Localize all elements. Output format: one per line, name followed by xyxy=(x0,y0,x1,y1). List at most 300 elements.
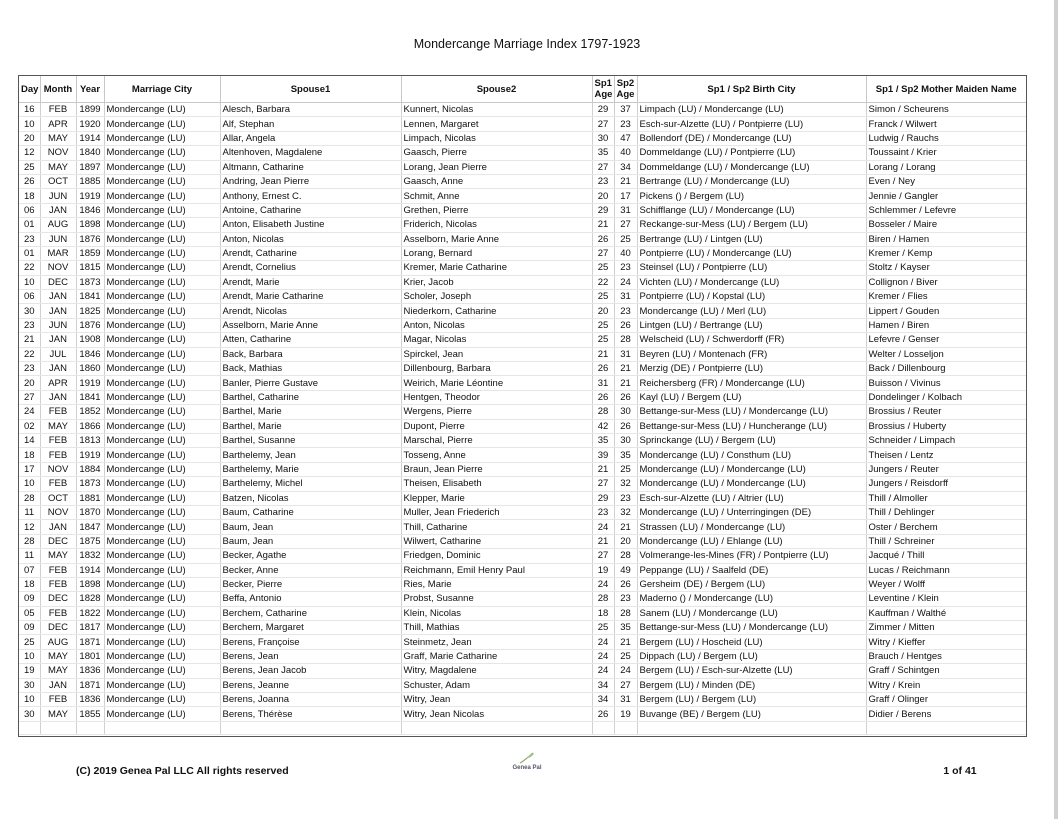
genea-pal-logo xyxy=(504,752,550,771)
cell-year: 1847 xyxy=(76,520,104,534)
cell-spouse1: Barthel, Susanne xyxy=(220,433,401,447)
cell-sp2-age: 28 xyxy=(614,606,637,620)
cell-sp1-age: 35 xyxy=(592,433,614,447)
cell-birth-city: Welscheid (LU) / Schwerdorff (FR) xyxy=(637,333,866,347)
cell-sp2-age: 21 xyxy=(614,362,637,376)
table-row xyxy=(19,419,1026,433)
cell-spouse1: Barthelemy, Jean xyxy=(220,448,401,462)
cell-sp2-age: 27 xyxy=(614,678,637,692)
cell-year: 1885 xyxy=(76,174,104,188)
table-row xyxy=(19,621,1026,635)
cell-birth-city: Kayl (LU) / Bergem (LU) xyxy=(637,390,866,404)
cell-month: MAY xyxy=(40,707,76,721)
cell-mother-maiden-name: Kauffman / Walthé xyxy=(866,606,1026,620)
cell-year: 1914 xyxy=(76,563,104,577)
cell-day: 14 xyxy=(19,433,40,447)
cell-marriage-city: Mondercange (LU) xyxy=(104,577,220,591)
cell-sp2-age: 28 xyxy=(614,549,637,563)
table-row xyxy=(19,304,1026,318)
cell-sp1-age: 27 xyxy=(592,117,614,131)
cell-month: FEB xyxy=(40,563,76,577)
cell-sp1-age: 26 xyxy=(592,707,614,721)
cell-sp2-age: 27 xyxy=(614,218,637,232)
cell-month: DEC xyxy=(40,621,76,635)
header-marriage-city: Marriage City xyxy=(104,76,220,103)
cell-month: MAY xyxy=(40,160,76,174)
cell-birth-city: Reichersberg (FR) / Mondercange (LU) xyxy=(637,376,866,390)
cell-sp2-age: 47 xyxy=(614,131,637,145)
cell-year: 1860 xyxy=(76,362,104,376)
cell-month: MAY xyxy=(40,131,76,145)
cell-sp2-age: 21 xyxy=(614,520,637,534)
cell-marriage-city: Mondercange (LU) xyxy=(104,606,220,620)
cell-day: 22 xyxy=(19,347,40,361)
cell-birth-city: Esch-sur-Alzette (LU) / Altrier (LU) xyxy=(637,491,866,505)
cell-spouse2: Muller, Jean Friederich xyxy=(401,505,592,519)
cell-marriage-city: Mondercange (LU) xyxy=(104,462,220,476)
cell-day: 16 xyxy=(19,103,40,117)
cell-month: MAR xyxy=(40,246,76,260)
cell-spouse2: Schuster, Adam xyxy=(401,678,592,692)
cell-marriage-city: Mondercange (LU) xyxy=(104,131,220,145)
cell-birth-city: Lintgen (LU) / Bertrange (LU) xyxy=(637,318,866,332)
header-sp2-age: Sp2 Age xyxy=(614,76,637,103)
cell-marriage-city: Mondercange (LU) xyxy=(104,362,220,376)
cell-year: 1908 xyxy=(76,333,104,347)
cell-spouse2: Friedgen, Dominic xyxy=(401,549,592,563)
cell-marriage-city: Mondercange (LU) xyxy=(104,261,220,275)
cell-mother-maiden-name: Simon / Scheurens xyxy=(866,103,1026,117)
cell-month: JAN xyxy=(40,304,76,318)
cell-sp2-age: 31 xyxy=(614,290,637,304)
table-row xyxy=(19,707,1026,721)
cell-spouse1: Altenhoven, Magdalene xyxy=(220,146,401,160)
cell-sp2-age: 23 xyxy=(614,117,637,131)
cell-day: 30 xyxy=(19,678,40,692)
cell-spouse1: Anton, Nicolas xyxy=(220,232,401,246)
cell-marriage-city: Mondercange (LU) xyxy=(104,563,220,577)
leaf-icon xyxy=(518,752,536,764)
cell-day: 28 xyxy=(19,534,40,548)
cell-day: 06 xyxy=(19,290,40,304)
cell-marriage-city: Mondercange (LU) xyxy=(104,534,220,548)
cell-marriage-city: Mondercange (LU) xyxy=(104,678,220,692)
cell-day: 10 xyxy=(19,649,40,663)
cell-day: 11 xyxy=(19,549,40,563)
cell-mother-maiden-name: Toussaint / Krier xyxy=(866,146,1026,160)
cell-birth-city: Bollendorf (DE) / Mondercange (LU) xyxy=(637,131,866,145)
cell-month: JAN xyxy=(40,290,76,304)
table-row xyxy=(19,117,1026,131)
cell-spouse1: Berens, Françoise xyxy=(220,635,401,649)
cell-year: 1859 xyxy=(76,246,104,260)
cell-spouse2: Theisen, Elisabeth xyxy=(401,477,592,491)
cell-spouse1: Berchem, Catharine xyxy=(220,606,401,620)
cell-birth-city: Bertrange (LU) / Lintgen (LU) xyxy=(637,232,866,246)
cell-marriage-city: Mondercange (LU) xyxy=(104,621,220,635)
cell-marriage-city: Mondercange (LU) xyxy=(104,103,220,117)
cell-sp1-age: 25 xyxy=(592,261,614,275)
cell-sp2-age: 37 xyxy=(614,103,637,117)
header-year: Year xyxy=(76,76,104,103)
cell-empty xyxy=(19,721,40,734)
cell-month: AUG xyxy=(40,218,76,232)
cell-month: DEC xyxy=(40,534,76,548)
table-row xyxy=(19,549,1026,563)
cell-month: MAY xyxy=(40,664,76,678)
cell-year: 1919 xyxy=(76,189,104,203)
cell-sp2-age: 19 xyxy=(614,707,637,721)
cell-sp2-age: 20 xyxy=(614,534,637,548)
cell-marriage-city: Mondercange (LU) xyxy=(104,520,220,534)
cell-empty xyxy=(592,721,614,734)
cell-birth-city: Peppange (LU) / Saalfeld (DE) xyxy=(637,563,866,577)
cell-marriage-city: Mondercange (LU) xyxy=(104,405,220,419)
cell-birth-city: Maderno () / Mondercange (LU) xyxy=(637,592,866,606)
cell-month: NOV xyxy=(40,146,76,160)
cell-month: JAN xyxy=(40,362,76,376)
cell-spouse2: Lorang, Bernard xyxy=(401,246,592,260)
cell-sp2-age: 31 xyxy=(614,347,637,361)
cell-marriage-city: Mondercange (LU) xyxy=(104,707,220,721)
cell-year: 1871 xyxy=(76,678,104,692)
cell-year: 1846 xyxy=(76,347,104,361)
page-edge xyxy=(1054,0,1058,819)
cell-mother-maiden-name: Hamen / Biren xyxy=(866,318,1026,332)
cell-birth-city: Bertrange (LU) / Mondercange (LU) xyxy=(637,174,866,188)
cell-day: 30 xyxy=(19,707,40,721)
cell-marriage-city: Mondercange (LU) xyxy=(104,203,220,217)
cell-day: 28 xyxy=(19,491,40,505)
cell-month: APR xyxy=(40,117,76,131)
cell-marriage-city: Mondercange (LU) xyxy=(104,347,220,361)
cell-mother-maiden-name: Back / Dillenbourg xyxy=(866,362,1026,376)
cell-month: JAN xyxy=(40,678,76,692)
cell-sp2-age: 30 xyxy=(614,433,637,447)
cell-year: 1881 xyxy=(76,491,104,505)
cell-mother-maiden-name: Buisson / Vivinus xyxy=(866,376,1026,390)
cell-year: 1866 xyxy=(76,419,104,433)
cell-sp1-age: 42 xyxy=(592,419,614,433)
cell-spouse2: Wilwert, Catharine xyxy=(401,534,592,548)
cell-year: 1813 xyxy=(76,433,104,447)
cell-empty xyxy=(220,721,401,734)
cell-month: MAY xyxy=(40,549,76,563)
cell-birth-city: Dippach (LU) / Bergem (LU) xyxy=(637,649,866,663)
cell-birth-city: Limpach (LU) / Mondercange (LU) xyxy=(637,103,866,117)
cell-month: FEB xyxy=(40,477,76,491)
cell-sp2-age: 24 xyxy=(614,275,637,289)
table-row xyxy=(19,160,1026,174)
cell-birth-city: Mondercange (LU) / Consthum (LU) xyxy=(637,448,866,462)
cell-sp1-age: 25 xyxy=(592,290,614,304)
cell-birth-city: Esch-sur-Alzette (LU) / Pontpierre (LU) xyxy=(637,117,866,131)
cell-mother-maiden-name: Bosseler / Maire xyxy=(866,218,1026,232)
cell-mother-maiden-name: Oster / Berchem xyxy=(866,520,1026,534)
cell-year: 1875 xyxy=(76,534,104,548)
cell-year: 1914 xyxy=(76,131,104,145)
cell-month: NOV xyxy=(40,462,76,476)
cell-day: 23 xyxy=(19,362,40,376)
copyright-notice: (C) 2019 Genea Pal LLC All rights reserved xyxy=(76,765,289,777)
cell-day: 01 xyxy=(19,218,40,232)
cell-marriage-city: Mondercange (LU) xyxy=(104,304,220,318)
cell-month: FEB xyxy=(40,103,76,117)
cell-marriage-city: Mondercange (LU) xyxy=(104,160,220,174)
cell-birth-city: Bergem (LU) / Hoscheid (LU) xyxy=(637,635,866,649)
cell-marriage-city: Mondercange (LU) xyxy=(104,635,220,649)
cell-sp1-age: 23 xyxy=(592,174,614,188)
cell-sp1-age: 25 xyxy=(592,318,614,332)
table-row xyxy=(19,664,1026,678)
cell-mother-maiden-name: Lippert / Gouden xyxy=(866,304,1026,318)
cell-sp2-age: 21 xyxy=(614,635,637,649)
cell-month: OCT xyxy=(40,174,76,188)
cell-sp2-age: 24 xyxy=(614,664,637,678)
cell-day: 10 xyxy=(19,117,40,131)
cell-spouse2: Witry, Magdalene xyxy=(401,664,592,678)
cell-spouse1: Anton, Elisabeth Justine xyxy=(220,218,401,232)
cell-empty xyxy=(40,721,76,734)
cell-sp1-age: 26 xyxy=(592,390,614,404)
cell-sp2-age: 17 xyxy=(614,189,637,203)
cell-year: 1832 xyxy=(76,549,104,563)
cell-birth-city: Dommeldange (LU) / Pontpierre (LU) xyxy=(637,146,866,160)
cell-birth-city: Pickens () / Bergem (LU) xyxy=(637,189,866,203)
cell-spouse1: Asselborn, Marie Anne xyxy=(220,318,401,332)
cell-mother-maiden-name: Weyer / Wolff xyxy=(866,577,1026,591)
cell-empty xyxy=(401,721,592,734)
cell-birth-city: Pontpierre (LU) / Mondercange (LU) xyxy=(637,246,866,260)
cell-year: 1898 xyxy=(76,218,104,232)
table-row xyxy=(19,577,1026,591)
cell-month: JAN xyxy=(40,520,76,534)
cell-mother-maiden-name: Theisen / Lentz xyxy=(866,448,1026,462)
table-row xyxy=(19,362,1026,376)
table-row xyxy=(19,448,1026,462)
cell-month: AUG xyxy=(40,635,76,649)
cell-spouse2: Grethen, Pierre xyxy=(401,203,592,217)
cell-spouse1: Berens, Joanna xyxy=(220,693,401,707)
cell-day: 24 xyxy=(19,405,40,419)
cell-year: 1876 xyxy=(76,232,104,246)
cell-birth-city: Dommeldange (LU) / Mondercange (LU) xyxy=(637,160,866,174)
header-spouse1: Spouse1 xyxy=(220,76,401,103)
cell-birth-city: Bettange-sur-Mess (LU) / Mondercange (LU) xyxy=(637,405,866,419)
table-row xyxy=(19,218,1026,232)
cell-month: JUN xyxy=(40,232,76,246)
cell-spouse1: Alesch, Barbara xyxy=(220,103,401,117)
cell-spouse1: Arendt, Catharine xyxy=(220,246,401,260)
cell-year: 1919 xyxy=(76,448,104,462)
cell-spouse1: Andring, Jean Pierre xyxy=(220,174,401,188)
header-sp1-age: Sp1 Age xyxy=(592,76,614,103)
cell-spouse1: Arendt, Marie xyxy=(220,275,401,289)
cell-mother-maiden-name: Welter / Losseljon xyxy=(866,347,1026,361)
cell-sp2-age: 34 xyxy=(614,160,637,174)
cell-year: 1897 xyxy=(76,160,104,174)
cell-marriage-city: Mondercange (LU) xyxy=(104,390,220,404)
table-row xyxy=(19,433,1026,447)
cell-day: 27 xyxy=(19,390,40,404)
cell-sp2-age: 31 xyxy=(614,693,637,707)
cell-marriage-city: Mondercange (LU) xyxy=(104,693,220,707)
cell-spouse1: Arendt, Marie Catharine xyxy=(220,290,401,304)
cell-spouse2: Klein, Nicolas xyxy=(401,606,592,620)
cell-spouse2: Spirckel, Jean xyxy=(401,347,592,361)
cell-birth-city: Beyren (LU) / Montenach (FR) xyxy=(637,347,866,361)
cell-spouse2: Friderich, Nicolas xyxy=(401,218,592,232)
cell-empty xyxy=(104,721,220,734)
cell-sp2-age: 40 xyxy=(614,146,637,160)
cell-mother-maiden-name: Biren / Hamen xyxy=(866,232,1026,246)
cell-mother-maiden-name: Witry / Kieffer xyxy=(866,635,1026,649)
cell-sp1-age: 21 xyxy=(592,462,614,476)
cell-year: 1920 xyxy=(76,117,104,131)
cell-birth-city: Bergem (LU) / Bergem (LU) xyxy=(637,693,866,707)
cell-spouse1: Alf, Stephan xyxy=(220,117,401,131)
cell-sp2-age: 23 xyxy=(614,491,637,505)
cell-spouse2: Braun, Jean Pierre xyxy=(401,462,592,476)
cell-spouse1: Beffa, Antonio xyxy=(220,592,401,606)
cell-birth-city: Sprinckange (LU) / Bergem (LU) xyxy=(637,433,866,447)
cell-month: DEC xyxy=(40,592,76,606)
table-row xyxy=(19,174,1026,188)
cell-marriage-city: Mondercange (LU) xyxy=(104,218,220,232)
cell-sp1-age: 28 xyxy=(592,592,614,606)
cell-mother-maiden-name: Collignon / Biver xyxy=(866,275,1026,289)
cell-day: 18 xyxy=(19,448,40,462)
cell-spouse2: Thill, Mathias xyxy=(401,621,592,635)
header-birth-city: Sp1 / Sp2 Birth City xyxy=(637,76,866,103)
cell-day: 10 xyxy=(19,693,40,707)
cell-spouse1: Berchem, Margaret xyxy=(220,621,401,635)
cell-spouse2: Graff, Marie Catharine xyxy=(401,649,592,663)
cell-day: 21 xyxy=(19,333,40,347)
cell-sp1-age: 23 xyxy=(592,505,614,519)
cell-month: NOV xyxy=(40,505,76,519)
cell-spouse1: Batzen, Nicolas xyxy=(220,491,401,505)
cell-marriage-city: Mondercange (LU) xyxy=(104,232,220,246)
cell-marriage-city: Mondercange (LU) xyxy=(104,318,220,332)
cell-spouse2: Niederkorn, Catharine xyxy=(401,304,592,318)
cell-sp1-age: 20 xyxy=(592,304,614,318)
cell-month: JUN xyxy=(40,318,76,332)
cell-sp1-age: 25 xyxy=(592,333,614,347)
cell-sp2-age: 21 xyxy=(614,174,637,188)
cell-marriage-city: Mondercange (LU) xyxy=(104,419,220,433)
cell-sp2-age: 26 xyxy=(614,577,637,591)
cell-sp1-age: 21 xyxy=(592,534,614,548)
cell-spouse1: Back, Barbara xyxy=(220,347,401,361)
cell-sp2-age: 26 xyxy=(614,390,637,404)
cell-sp2-age: 35 xyxy=(614,448,637,462)
cell-spouse2: Witry, Jean xyxy=(401,693,592,707)
cell-sp2-age: 32 xyxy=(614,477,637,491)
cell-month: FEB xyxy=(40,448,76,462)
cell-spouse1: Barthel, Marie xyxy=(220,419,401,433)
marriage-index-table-container xyxy=(18,75,1027,737)
table-header-row xyxy=(19,76,1026,103)
cell-month: OCT xyxy=(40,491,76,505)
cell-spouse2: Hentgen, Theodor xyxy=(401,390,592,404)
cell-spouse2: Thill, Catharine xyxy=(401,520,592,534)
cell-marriage-city: Mondercange (LU) xyxy=(104,117,220,131)
cell-sp1-age: 29 xyxy=(592,203,614,217)
cell-spouse2: Gaasch, Pierre xyxy=(401,146,592,160)
cell-spouse2: Schmit, Anne xyxy=(401,189,592,203)
cell-birth-city: Strassen (LU) / Mondercange (LU) xyxy=(637,520,866,534)
cell-spouse2: Magar, Nicolas xyxy=(401,333,592,347)
table-row xyxy=(19,318,1026,332)
cell-year: 1817 xyxy=(76,621,104,635)
cell-sp2-age: 25 xyxy=(614,232,637,246)
cell-mother-maiden-name: Didier / Berens xyxy=(866,707,1026,721)
cell-year: 1899 xyxy=(76,103,104,117)
cell-sp2-age: 28 xyxy=(614,333,637,347)
table-row-empty xyxy=(19,721,1026,734)
cell-year: 1884 xyxy=(76,462,104,476)
cell-birth-city: Gersheim (DE) / Bergem (LU) xyxy=(637,577,866,591)
cell-year: 1822 xyxy=(76,606,104,620)
cell-sp1-age: 27 xyxy=(592,160,614,174)
cell-day: 05 xyxy=(19,606,40,620)
cell-mother-maiden-name: Jungers / Reisdorff xyxy=(866,477,1026,491)
cell-sp2-age: 30 xyxy=(614,405,637,419)
cell-day: 19 xyxy=(19,664,40,678)
cell-spouse2: Klepper, Marie xyxy=(401,491,592,505)
cell-marriage-city: Mondercange (LU) xyxy=(104,246,220,260)
cell-birth-city: Mondercange (LU) / Ehlange (LU) xyxy=(637,534,866,548)
cell-day: 02 xyxy=(19,419,40,433)
cell-sp2-age: 26 xyxy=(614,318,637,332)
cell-empty xyxy=(866,721,1026,734)
cell-sp1-age: 34 xyxy=(592,693,614,707)
cell-sp1-age: 31 xyxy=(592,376,614,390)
cell-mother-maiden-name: Jacqué / Thill xyxy=(866,549,1026,563)
cell-birth-city: Bergem (LU) / Minden (DE) xyxy=(637,678,866,692)
cell-year: 1846 xyxy=(76,203,104,217)
table-row xyxy=(19,333,1026,347)
cell-spouse1: Berens, Jean Jacob xyxy=(220,664,401,678)
cell-month: FEB xyxy=(40,693,76,707)
header-day: Day xyxy=(19,76,40,103)
cell-sp2-age: 25 xyxy=(614,462,637,476)
cell-day: 09 xyxy=(19,592,40,606)
cell-marriage-city: Mondercange (LU) xyxy=(104,491,220,505)
cell-mother-maiden-name: Kremer / Kemp xyxy=(866,246,1026,260)
cell-year: 1841 xyxy=(76,290,104,304)
table-row xyxy=(19,131,1026,145)
cell-year: 1870 xyxy=(76,505,104,519)
cell-sp1-age: 29 xyxy=(592,103,614,117)
cell-mother-maiden-name: Franck / Wilwert xyxy=(866,117,1026,131)
cell-marriage-city: Mondercange (LU) xyxy=(104,376,220,390)
table-row xyxy=(19,246,1026,260)
cell-sp1-age: 24 xyxy=(592,649,614,663)
cell-year: 1855 xyxy=(76,707,104,721)
cell-mother-maiden-name: Thill / Schreiner xyxy=(866,534,1026,548)
cell-spouse1: Arendt, Cornelius xyxy=(220,261,401,275)
cell-birth-city: Mondercange (LU) / Unterringingen (DE) xyxy=(637,505,866,519)
cell-mother-maiden-name: Thill / Dehlinger xyxy=(866,505,1026,519)
cell-birth-city: Reckange-sur-Mess (LU) / Bergem (LU) xyxy=(637,218,866,232)
cell-day: 25 xyxy=(19,635,40,649)
page-number: 1 of 41 xyxy=(943,765,977,777)
cell-spouse1: Berens, Jean xyxy=(220,649,401,663)
cell-mother-maiden-name: Stoltz / Kayser xyxy=(866,261,1026,275)
cell-sp1-age: 21 xyxy=(592,347,614,361)
